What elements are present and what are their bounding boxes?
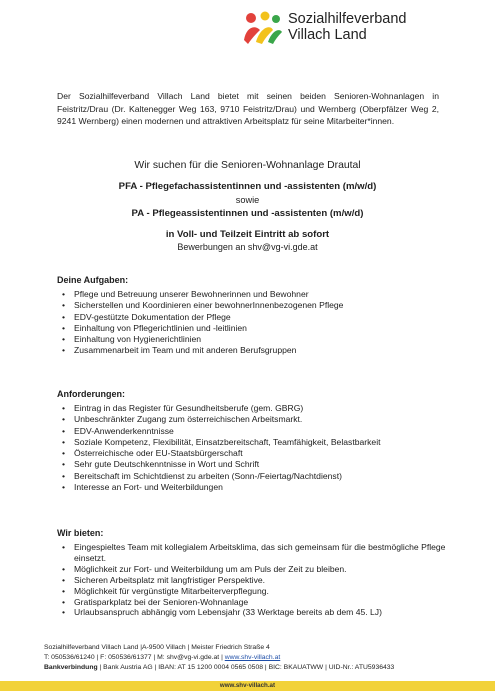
aufgaben-list [57, 289, 457, 357]
list-item: • Bereitschaft im Schichtdienst zu arbeiten (Sonn-/Feiertag/Nachtdienst) [74, 471, 457, 482]
section-anforderungen [57, 388, 457, 493]
headline: Wir suchen für die Senioren-Wohnanlage Drautal [134, 160, 361, 171]
position-pa: PA - Pflegeassistentinnen und -assistenten (m/w/d) [131, 208, 364, 219]
list-item: • EDV-gestützte Dokumentation der Pflege [74, 312, 457, 323]
section-title-wir-bieten: Wir bieten: [57, 528, 104, 538]
footer [44, 643, 454, 672]
list-item: • Sicheren Arbeitsplatz mit langfristiger Perspektive. [74, 575, 457, 586]
wir-bieten-list [57, 542, 457, 618]
footer-contact [44, 653, 454, 663]
list-item: • Möglichkeit zur Fort- und Weiterbildung um am Puls der Zeit zu bleiben. [74, 564, 457, 575]
list-item: • Interesse an Fort- und Weiterbildungen [74, 482, 457, 493]
list-item: • Pflege und Betreuung unserer Bewohnerinnen und Bewohner [74, 289, 457, 300]
footer-bank [44, 663, 454, 673]
section-wir-bieten [57, 527, 457, 618]
employment-type: in Voll- und Teilzeit Eintritt ab sofort [165, 229, 330, 240]
footer-bank-label: Bankverbindung [44, 663, 98, 671]
list-item: • Eintrag in das Register für Gesundheitsberufe (gem. GBRG) [74, 403, 457, 414]
footer-strip-url: www.shv-villach.at [219, 682, 276, 689]
footer-strip [0, 681, 495, 691]
footer-contact-text: T: 050536/61240 | F: 050536/61377 | M: shv@vg-vi.gde.at | [44, 653, 225, 661]
list-item: • EDV-Anwenderkenntnisse [74, 426, 457, 437]
connector-sowie: sowie [235, 195, 260, 205]
anforderungen-list [57, 403, 457, 493]
intro-paragraph: Der Sozialhilfeverband Villach Land bietet mit seinen beiden Senioren-Wohnanlagen in Feistritz/Drau (Dr. Kaltenegger Weg 163, 9710 Feistritz/Drau) und Wernberg (Oberpfälzer Weg 2, 9241 Wernberg) einen modernen und attraktiven Arbeitsplatz für seine Mitarbeiter*innen. [57, 91, 439, 127]
section-aufgaben [57, 274, 457, 357]
list-item: • Einhaltung von Pflegerichtlinien und -leitlinien [74, 323, 457, 334]
list-item: • Zusammenarbeit im Team und mit anderen Berufsgruppen [74, 345, 457, 356]
footer-bank-details: | Bank Austria AG | IBAN: AT 15 1200 0004 0565 0508 | BIC: BKAUATWW | UID-Nr.: ATU5936433 [97, 663, 395, 671]
list-item: • Gratisparkplatz bei der Senioren-Wohnanlage [74, 597, 457, 608]
logo-name-line2: Villach Land [288, 27, 367, 43]
logo-figures-icon [240, 10, 284, 46]
section-title-anforderungen: Anforderungen: [57, 389, 125, 399]
position-pfa: PFA - Pflegefachassistentinnen und -assistenten (m/w/d) [118, 181, 377, 192]
organization-logo [240, 10, 485, 48]
list-item: • Urlaubsanspruch abhängig vom Lebensjahr (33 Werktage bereits ab dem 45. LJ) [74, 607, 457, 618]
list-item: • Sicherstellen und Koordinieren einer bewohnerInnenbezogenen Pflege [74, 300, 457, 311]
list-item: • Österreichische oder EU-Staatsbürgerschaft [74, 448, 457, 459]
list-item: • Eingespieltes Team mit kollegialem Arbeitsklima, das sich gemeinsam für die bestmögliche Pflege einsetzt. [74, 542, 457, 564]
footer-address: Sozialhilfeverband Villach Land |A-9500 Villach | Meister Friedrich Straße 4 [44, 644, 270, 651]
application-contact: Bewerbungen an shv@vg-vi.gde.at [177, 242, 318, 252]
website-link[interactable]: www.shv-villach.at [224, 653, 281, 661]
list-item: • Einhaltung von Hygienerichtlinien [74, 334, 457, 345]
list-item: • Unbeschränkter Zugang zum österreichischen Arbeitsmarkt. [74, 414, 457, 425]
logo-name-line1: Sozialhilfeverband [288, 11, 407, 27]
section-title-aufgaben: Deine Aufgaben: [57, 275, 129, 285]
list-item: • Möglichkeit für vergünstigte Mitarbeiterverpflegung. [74, 586, 457, 597]
list-item: • Soziale Kompetenz, Flexibilität, Einsatzbereitschaft, Teamfähigkeit, Belastbarkeit [74, 437, 457, 448]
list-item: • Sehr gute Deutschkenntnisse in Wort und Schrift [74, 459, 457, 470]
